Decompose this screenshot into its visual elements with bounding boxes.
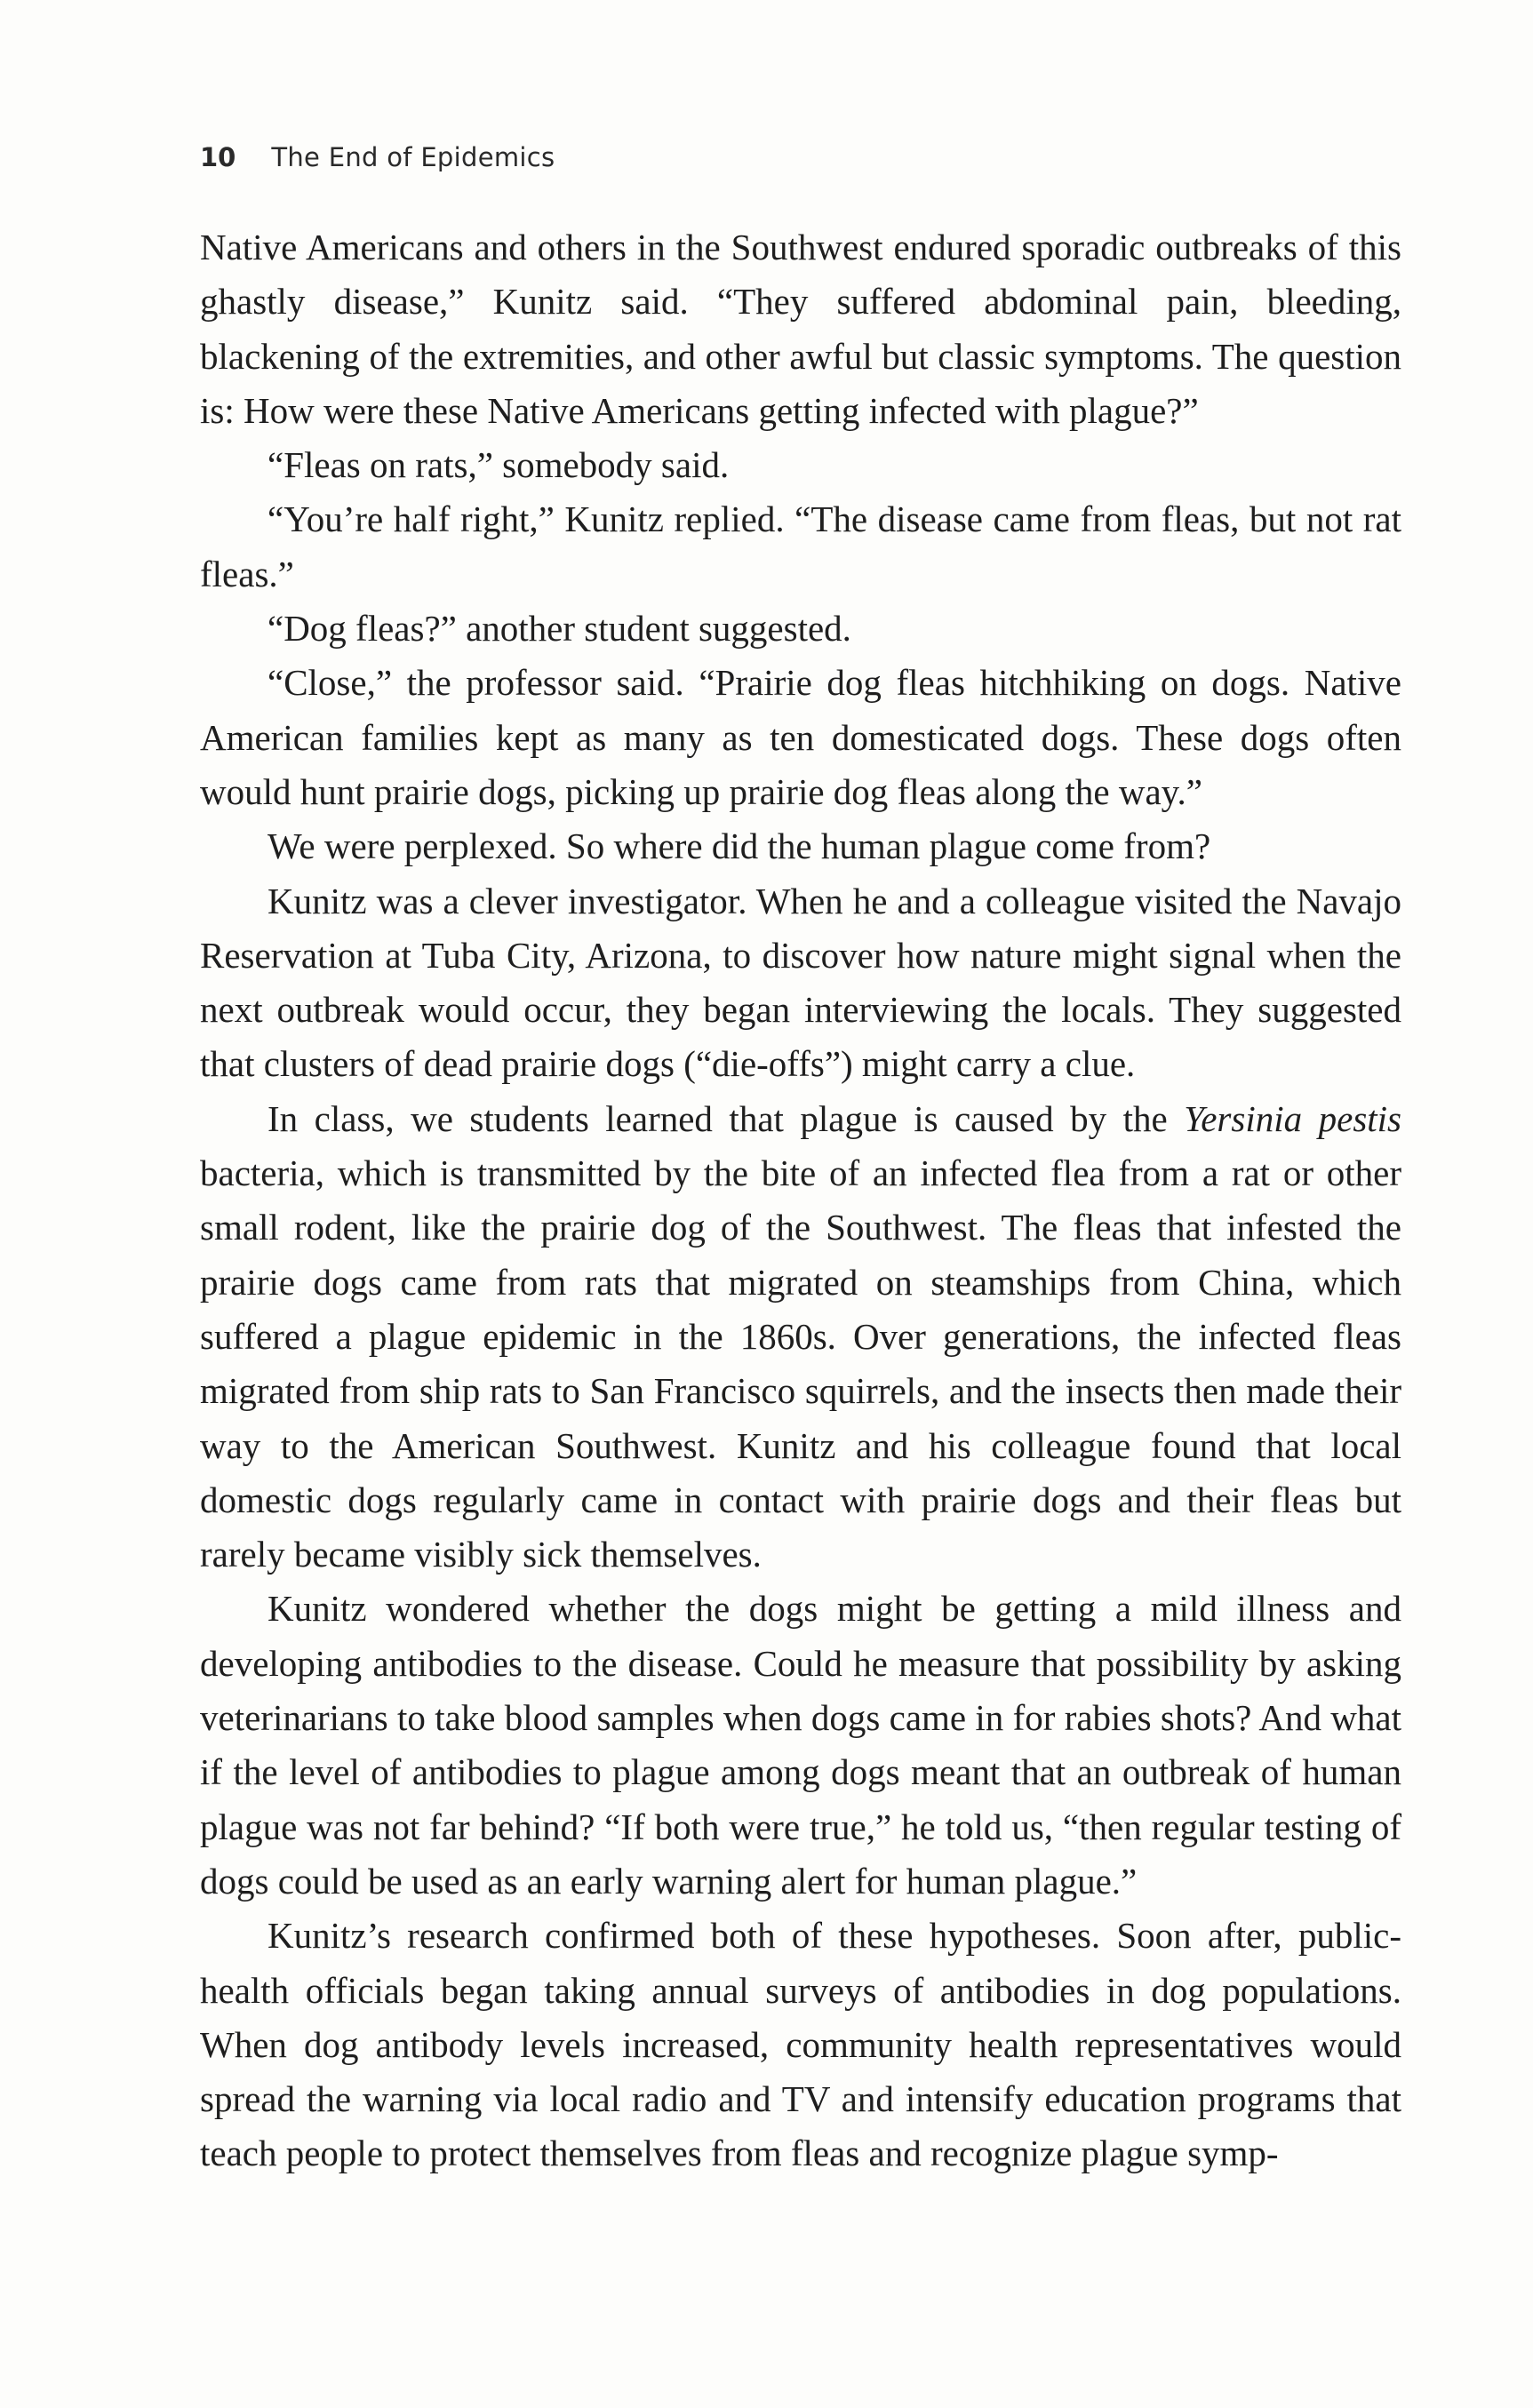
running-title: The End of Epidemics [271,142,555,172]
page-number: 10 [200,142,236,172]
paragraph-text: In class, we students learned that plague is caused by the [267,1097,1185,1139]
paragraph: “Fleas on rats,” somebody said. [267,444,730,486]
species-name: Yersinia pestis [1184,1097,1402,1139]
body-text [200,220,1401,2181]
paragraph: Kunitz’s research confirmed both of these hypotheses. Soon after, public-health officials began taking annual surveys of antibodies in dog populations. When dog antibody levels increased, community health representatives would spread the warning via local radio and TV and intensify education programs that teach people to protect themselves from fleas and recognize plague symp- [200,1915,1401,2174]
paragraph: “You’re half right,” Kunitz replied. “The disease came from fleas, but not rat fleas.” [200,498,1401,594]
paragraph [200,1092,1401,1583]
paragraph: “Close,” the professor said. “Prairie dog fleas hitchhiking on dogs. Native American families kept as many as ten domesticated dogs. These dogs often would hunt prairie dogs, picking up prairie dog fleas along the way.” [200,662,1401,812]
paragraph: Kunitz was a clever investigator. When he and a colleague visited the Navajo Reservation at Tuba City, Arizona, to discover how nature might signal when the next outbreak would occur, they began interviewing the locals. They suggested that clusters of dead prairie dogs (“die-offs”) might carry a clue. [200,880,1401,1085]
paragraph: Kunitz wondered whether the dogs might be getting a mild illness and developing antibodies to the disease. Could he measure that possibility by asking veterinarians to take blood samples when dogs came in for rabies shots? And what if the level of antibodies to plague among dogs meant that an outbreak of human plague was not far behind? “If both were true,” he told us, “then regular testing of dogs could be used as an early warning alert for human plague.” [200,1588,1401,1902]
paragraph: Native Americans and others in the Southwest endured sporadic outbreaks of this ghastly disease,” Kunitz said. “They suffered abdominal pain, bleeding, blackening of the extremities, and other awful but classic symptoms. The question is: How were these Native Americans getting infected with plague?” [200,227,1401,431]
running-header [200,142,555,172]
paragraph: We were perplexed. So where did the human plague come from? [267,825,1211,867]
paragraph: “Dog fleas?” another student suggested. [267,608,851,650]
paragraph-text: bacteria, which is transmitted by the bite of an infected flea from a rat or other small rodent, like the prairie dog of the Southwest. The fleas that infested the prairie dogs came from rats that migrated on steamships from China, which suffered a plague epidemic in the 1860s. Over generations, the infected fleas migrated from ship rats to San Francisco squirrels, and the insects then made their way to the American Southwest. Kunitz and his colleague found that local domestic dogs regularly came in contact with prairie dogs and their fleas but rarely became visibly sick themselves. [200,1152,1401,1575]
